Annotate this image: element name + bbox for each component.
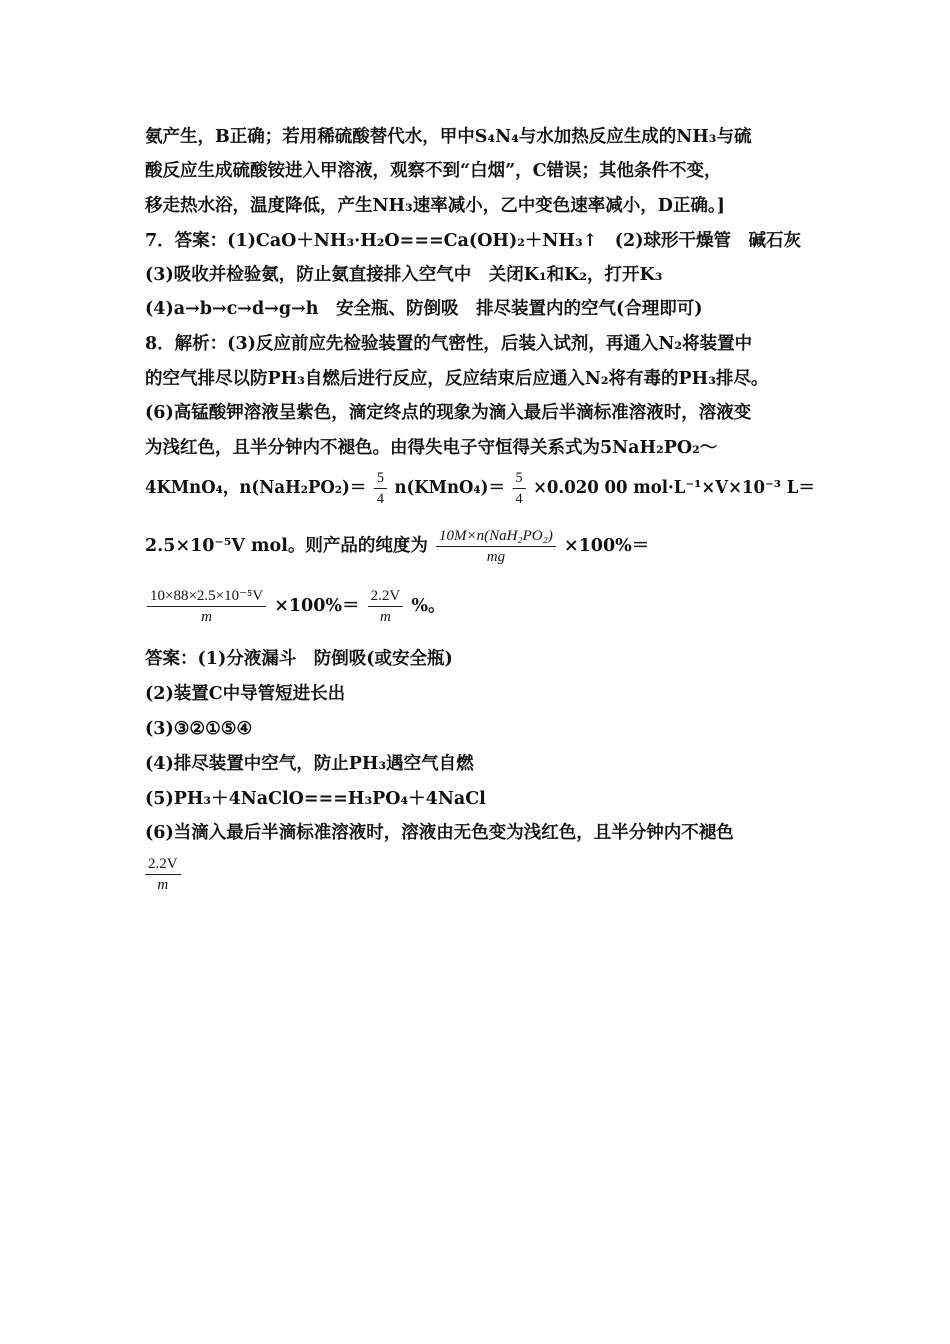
equation-line — [145, 526, 649, 567]
fraction — [147, 586, 266, 627]
final-answer-fraction-line — [143, 854, 183, 895]
answer-line: 答案：(1)分液漏斗 防倒吸(或安全瓶) — [145, 649, 453, 669]
eq-text: %。 — [411, 596, 446, 616]
fraction-denominator: 4 — [515, 491, 523, 507]
fraction-denominator: m — [380, 609, 391, 625]
text-line: 氨产生，B正确；若用稀硫酸替代水，甲中S₄N₄与水加热反应生成的NH₃与硫 — [145, 127, 752, 147]
fraction — [374, 468, 387, 509]
fraction — [436, 526, 556, 567]
eq-text: ×100%＝ — [274, 596, 360, 616]
text-line: 的空气排尽以防PH₃自燃后进行反应，反应结束后应通入N₂将有毒的PH₃排尽。 — [145, 369, 769, 389]
fraction-denominator: m — [157, 877, 169, 893]
eq-text: 2.5×10⁻⁵V mol。则产品的纯度为 — [145, 536, 428, 556]
text-line: 为浅红色，且半分钟内不褪色。由得失电子守恒得关系式为5NaH₂PO₂～ — [145, 438, 718, 458]
equation-line — [145, 586, 445, 627]
fraction-denominator: 4 — [376, 491, 384, 507]
text-line: 7．答案：(1)CaO＋NH₃·H₂O===Ca(OH)₂＋NH₃↑ (2)球形干燥管 碱石灰 — [145, 231, 802, 251]
text-line: 移走热水浴，温度降低，产生NH₃速率减小，乙中变色速率减小，D正确。] — [145, 196, 725, 216]
fraction-numerator: 5 — [513, 468, 526, 489]
answer-line: (3)③②①⑤④ — [145, 719, 253, 739]
fraction — [145, 854, 181, 895]
eq-text: n(KMnO₄)＝ — [394, 478, 506, 498]
equation-line — [145, 468, 815, 509]
answer-line: (5)PH₃＋4NaClO===H₃PO₄＋4NaCl — [145, 789, 486, 809]
eq-text: ×100%＝ — [563, 536, 650, 556]
fraction-denominator: mg — [486, 549, 506, 565]
fraction-numerator: 2.2V — [368, 586, 404, 607]
fraction — [368, 586, 404, 627]
fraction-denominator: m — [201, 609, 212, 625]
answer-line: (4)排尽装置中空气，防止PH₃遇空气自燃 — [145, 754, 474, 774]
fraction-numerator: 5 — [374, 468, 387, 489]
eq-text: ×0.020 00 mol·L⁻¹×V×10⁻³ L＝ — [533, 478, 815, 498]
text-line: (3)吸收并检验氨，防止氨直接排入空气中 关闭K₁和K₂，打开K₃ — [145, 265, 663, 285]
fraction-numerator: 2.2V — [145, 854, 181, 875]
answer-line: (2)装置C中导管短进长出 — [145, 684, 346, 704]
text-line: (4)a→b→c→d→g→h 安全瓶、防倒吸 排尽装置内的空气(合理即可) — [145, 299, 703, 319]
text-line: 酸反应生成硫酸铵进入甲溶液，观察不到“白烟”，C错误；其他条件不变， — [145, 161, 722, 181]
fraction-numerator: 10M×n(NaH₂PO₂) — [436, 526, 556, 547]
fraction — [513, 468, 526, 509]
answer-line: (6)当滴入最后半滴标准溶液时，溶液由无色变为浅红色，且半分钟内不褪色 — [145, 823, 734, 843]
text-line: 8．解析：(3)反应前应先检验装置的气密性，后装入试剂，再通入N₂将装置中 — [145, 334, 753, 354]
eq-text: 4KMnO₄，n(NaH₂PO₂)＝ — [145, 478, 367, 498]
fraction-numerator: 10×88×2.5×10⁻⁵V — [147, 586, 266, 607]
text-line: (6)高锰酸钾溶液呈紫色，滴定终点的现象为滴入最后半滴标准溶液时，溶液变 — [145, 403, 752, 423]
